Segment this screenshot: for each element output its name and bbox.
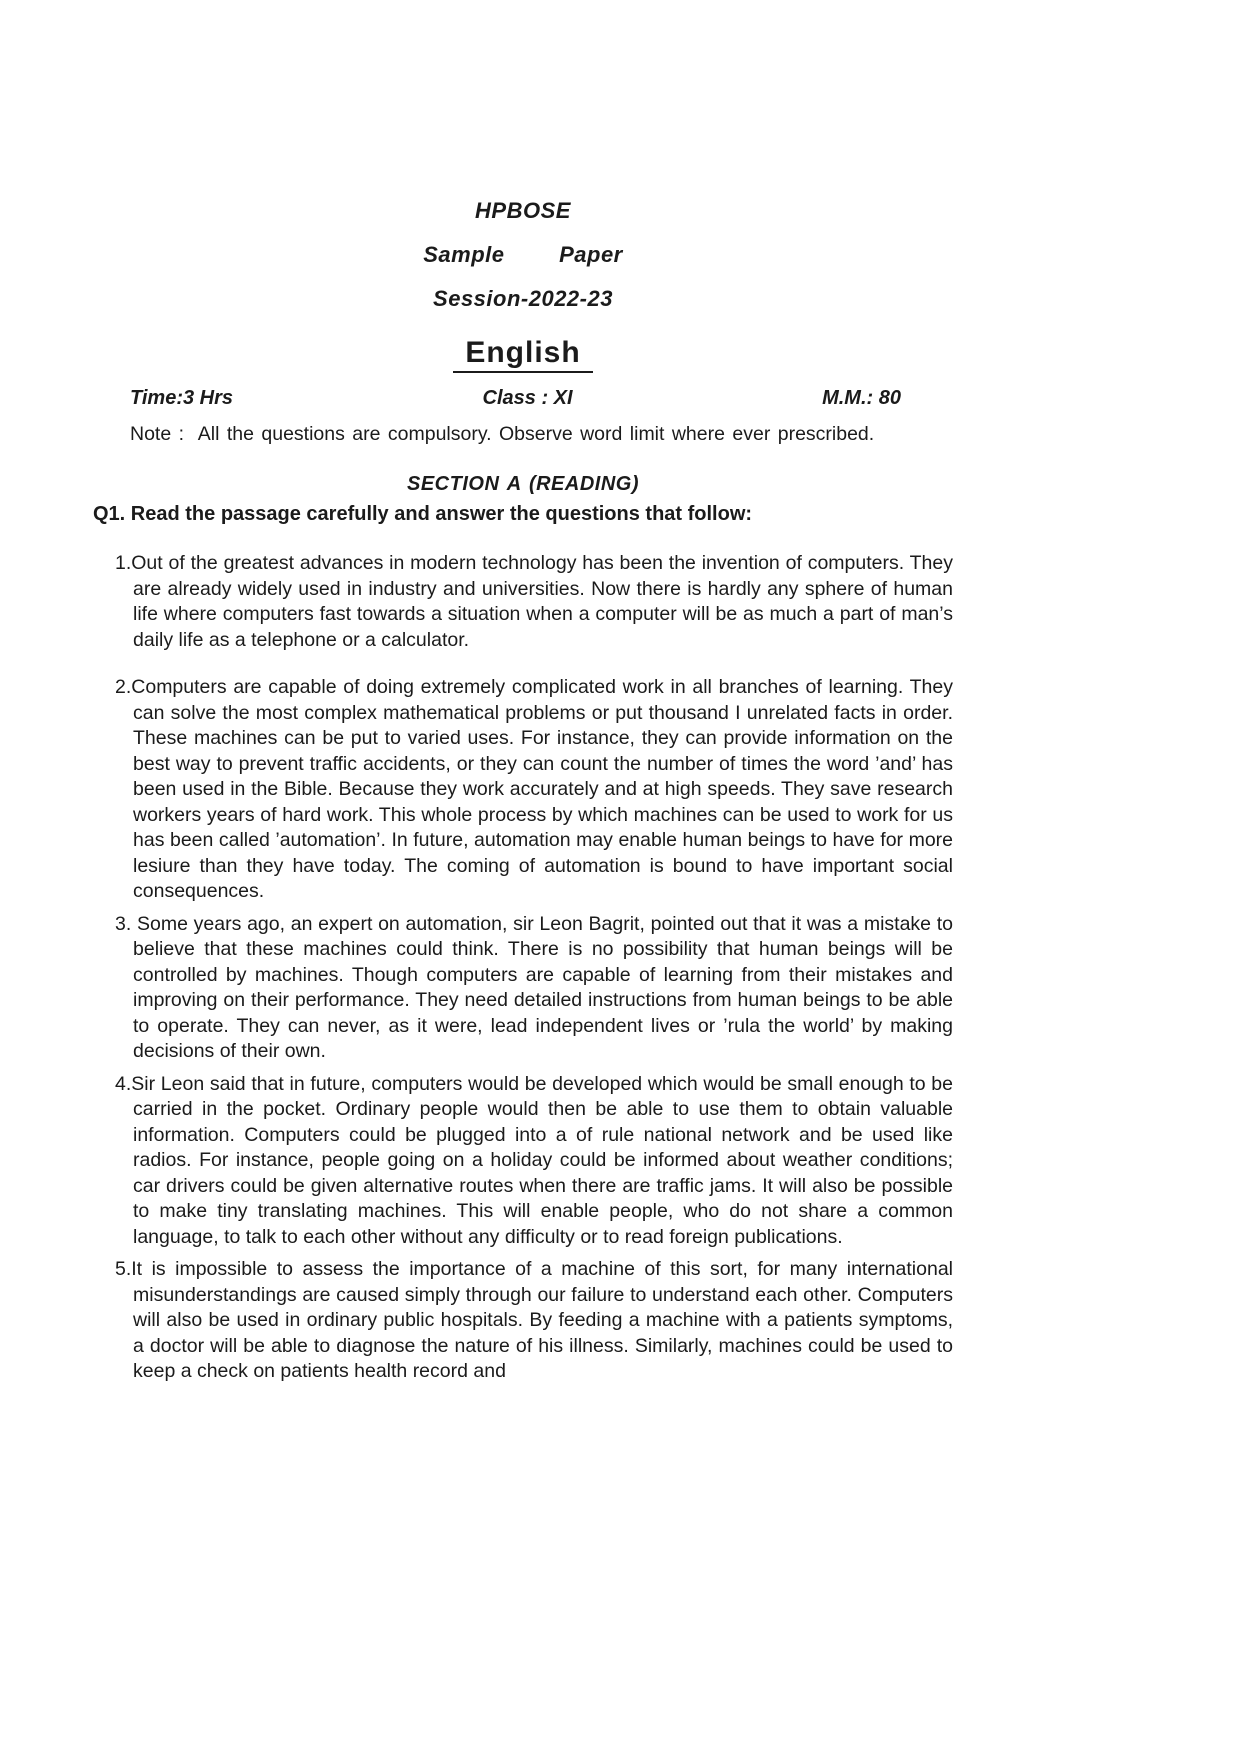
- passage-paragraph: [115, 675, 953, 905]
- max-marks: M.M.: 80: [822, 387, 901, 409]
- paragraph-number: 5.: [115, 1258, 132, 1280]
- meta-row: [93, 387, 953, 410]
- passage-paragraph: [115, 551, 953, 653]
- paragraph-text: Out of the greatest advances in modern technology has been the invention of computers. They are already widely used in industry and universities. Now there is hardly any sphere of human life where computers fast towards a situation when a computer will be as much a part of man’s daily life as a telephone or a calculator.: [131, 552, 953, 651]
- passage-paragraph: [115, 1257, 953, 1385]
- section-title: SECTION A (READING): [406, 473, 639, 495]
- subject-title: English: [453, 336, 592, 373]
- paragraph-text: It is impossible to assess the importance of a machine of this sort, for many international misunderstandings are caused simply through our failure to understand each other. Computers will also be used in ordinary public hospitals. By feeding a machine with a patients symptoms, a doctor will be able to diagnose the nature of his illness. Similarly, machines could be used to keep a check on patients health record and: [131, 1258, 953, 1382]
- passage-paragraph: [115, 912, 953, 1065]
- paper-type: Sample Paper: [423, 242, 623, 267]
- paper-header: [93, 198, 953, 373]
- paragraph-text: Computers are capable of doing extremely complicated work in all branches of learning. They can solve the most complex mathematical problems or put thousand I unrelated facts in order. These machines can be put to varied uses. For instance, they can provide information on the best way to prevent traffic accidents, or they can count the number of times the word ’and’ has been used in the Bible. Because they work accurately and at high speeds. They save research workers years of hard work. This whole process by which machines can be used to work for us has been called ’automation’. In future, automation may enable human beings to have for more lesiure than they have today. The coming of automation is bound to have important social consequences.: [131, 676, 953, 902]
- paragraph-text: Sir Leon said that in future, computers would be developed which would be small enough to be carried in the pocket. Ordinary people would then be able to use them to obtain valuable information. Computers could be plugged into a of rule national network and be used like radios. For instance, people going on a holiday could be informed about weather conditions; car drivers could be given alternative routes when there are traffic jams. It will also be possible to make tiny translating machines. This will enable people, who do not share a common language, to talk to each other without any difficulty or to read foreign publications.: [131, 1072, 953, 1248]
- passage-paragraph: [115, 1072, 953, 1251]
- paragraph-number: 3.: [115, 912, 137, 935]
- paragraph-text: Some years ago, an expert on automation, sir Leon Bagrit, pointed out that it was a mistake to believe that these machines could think. There is no possibility that human beings will be controlled by machines. Though computers are capable of learning from their mistakes and improving on their performance. They need detailed instructions from human beings to be able to operate. They can never, as it were, lead independent lives or ’rula the world’ by making decisions of their own.: [133, 912, 954, 1062]
- question-heading: Q1. Read the passage carefully and answer the questions that follow:: [93, 503, 753, 525]
- paragraph-number: 2.: [115, 676, 132, 698]
- subject-title-row: [93, 336, 953, 373]
- paragraph-number: 4.: [115, 1072, 132, 1095]
- paragraph-number: 1.: [115, 552, 132, 574]
- reading-passage: [93, 551, 953, 1385]
- note-line: Note : All the questions are compulsory. Observe word limit where ever prescribed.: [130, 423, 875, 445]
- board-name: HPBOSE: [475, 198, 571, 223]
- class-label: Class : XI: [482, 387, 573, 409]
- session-line: Session-2022-23: [433, 286, 613, 311]
- time-allowed: Time:3 Hrs: [130, 387, 234, 409]
